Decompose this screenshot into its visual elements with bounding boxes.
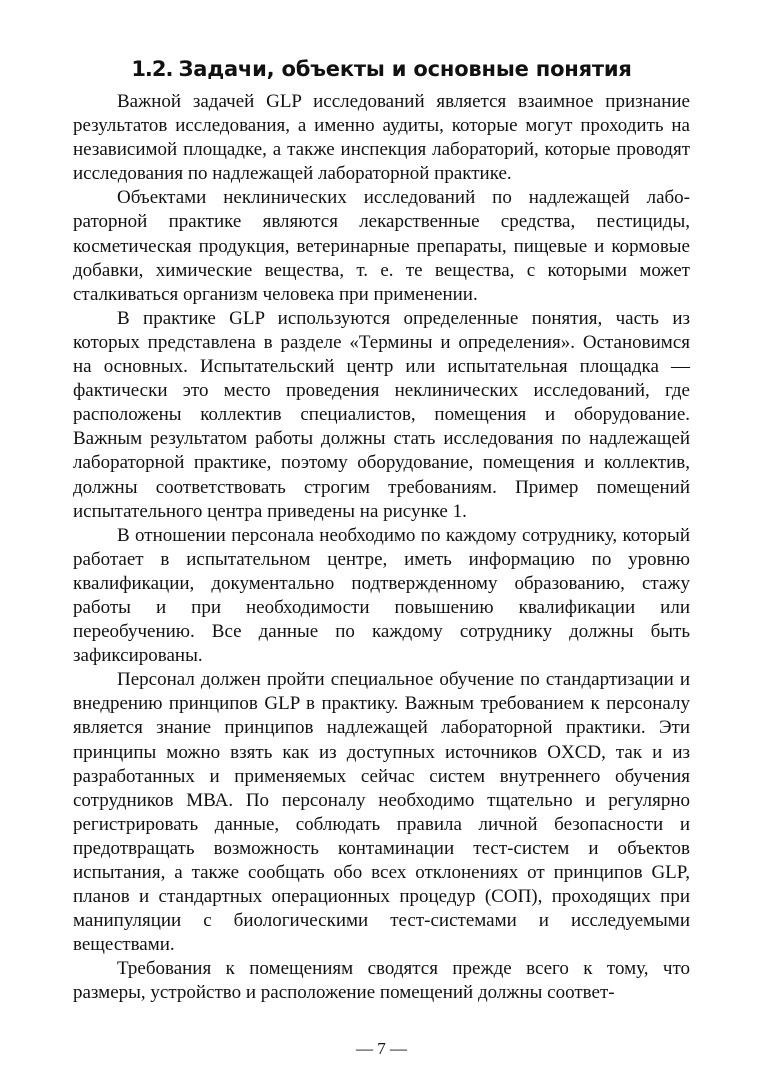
paragraph: В практике GLP используются определенные понятия, часть из которых представлена в разделе «Термины и определения». Остановимся на основных. Испытательский центр или испытательная площадка — фактически это место проведения неклинических исследований, где расположены коллектив специалистов, помещения и оборудование. Важным результатом работы должны стать исследования по надлежащей лабораторной практике, поэтому оборудование, помещения и коллектив, должны соответствовать строгим требованиям. Пример помещений испытательного центра приведены на рисунке 1. <box>73 307 690 522</box>
paragraph: Персонал должен пройти специальное обучение по стандартизации и внедрению принципов GLP в практику. Важным требованием к персоналу является знание принципов надлежащей лабораторной практики. Эти принципы можно взять как из доступных источников OXCD, так и из разработанных и применяемых сейчас систем внутреннего обучения сотрудников МВА. По персоналу необходимо тщательно и регулярно регистрировать данные, соблюдать правила личной безопасности и предотвращать возможность контаминации тест-систем и объектов испытания, а также сообщать обо всех отклонениях от принципов GLP, планов и стандартных операционных процедур (СОП), проходящих при манипуляции с биологическими тест-системами и исследуемыми веществами. <box>73 669 690 956</box>
paragraph: В отношении персонала необходимо по каждому сотруднику, который работает в испытательном центре, иметь информацию по уровню квалификации, документально подтвержденному образованию, стажу работы и при необходимости повышению квалификации или переобучению. Все данные по каждому сотруднику должны быть зафиксированы. <box>73 524 690 667</box>
document-page <box>73 54 690 1006</box>
section-heading <box>73 54 690 84</box>
paragraph: Требования к помещениям сводятся прежде всего к тому, что размеры, устройство и расположение помещений должны соответ- <box>73 958 690 1004</box>
page-number: — 7 — <box>356 1039 407 1058</box>
section-title: Задачи, объекты и основные понятия <box>178 57 632 81</box>
paragraph: Объектами неклинических исследований по надлежащей лабораторной практике являются лекарственные средства, пестициды, косметическая продукция, ветеринарные препараты, пищевые и кормовые добавки, химические вещества, т. е. те вещества, с которыми может сталкиваться организм человека при применении. <box>73 187 690 305</box>
paragraph: Важной задачей GLP исследований является взаимное признание результатов исследования, а именно аудиты, которые могут проходить на независимой площадке, а также инспекция лабораторий, которые проводят исследования по надлежащей лабораторной практике. <box>73 91 690 185</box>
body-text <box>73 90 690 1006</box>
section-number: 1.2. <box>131 57 173 81</box>
